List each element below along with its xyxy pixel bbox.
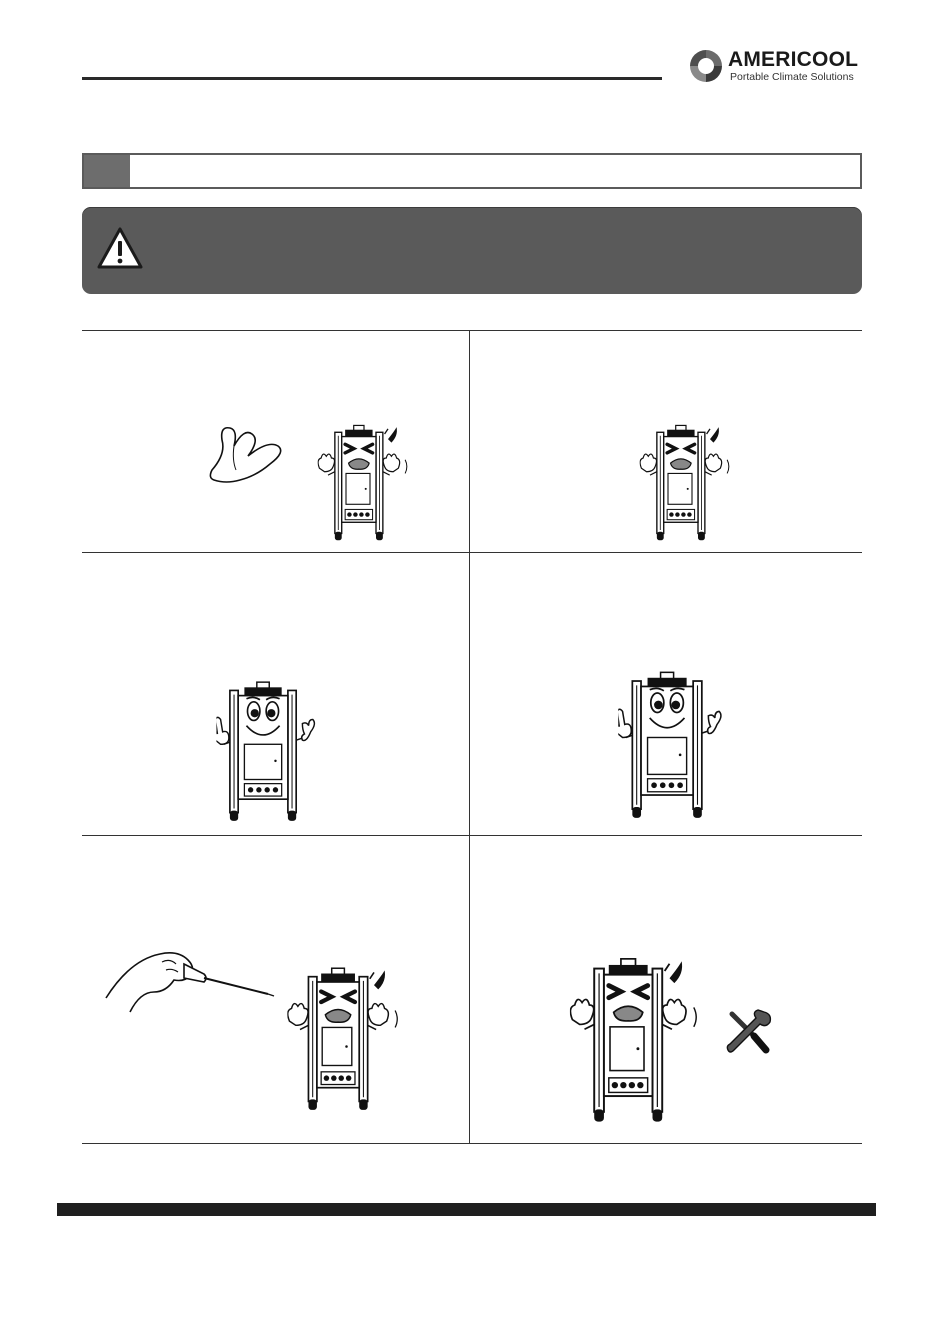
cloth-illustration [200, 420, 310, 490]
americool-logo-icon [688, 48, 724, 84]
logo-tagline: Portable Climate Solutions [730, 71, 854, 83]
tools-illustration [724, 1006, 774, 1058]
hand-screwdriver-illustration [100, 940, 280, 1020]
footer-bar [57, 1203, 876, 1216]
warning-triangle-icon [97, 226, 143, 270]
unit-unhappy-3 [262, 964, 412, 1112]
grid-divider-vertical [469, 330, 470, 1144]
hand-screwdriver-icon [100, 940, 280, 1020]
unit-unhappy-2 [618, 422, 742, 542]
wrench-screwdriver-icon [724, 1006, 774, 1058]
unit-unhappy-1 [296, 422, 420, 542]
header-rule [82, 77, 662, 80]
logo-name: AMERICOOL [728, 48, 859, 71]
grid-divider-row1 [82, 552, 862, 553]
unit-happy-2 [596, 668, 736, 820]
warning-banner [82, 207, 862, 294]
section-title-bar [82, 153, 862, 189]
grid-divider-bottom [82, 1143, 862, 1144]
cloth-icon [200, 420, 310, 490]
section-number-block [84, 155, 130, 187]
brand-logo [688, 46, 888, 86]
grid-divider-row2 [82, 835, 862, 836]
unit-unhappy-4 [534, 954, 720, 1124]
grid-divider-top [82, 330, 862, 331]
unit-happy-1 [192, 678, 332, 823]
